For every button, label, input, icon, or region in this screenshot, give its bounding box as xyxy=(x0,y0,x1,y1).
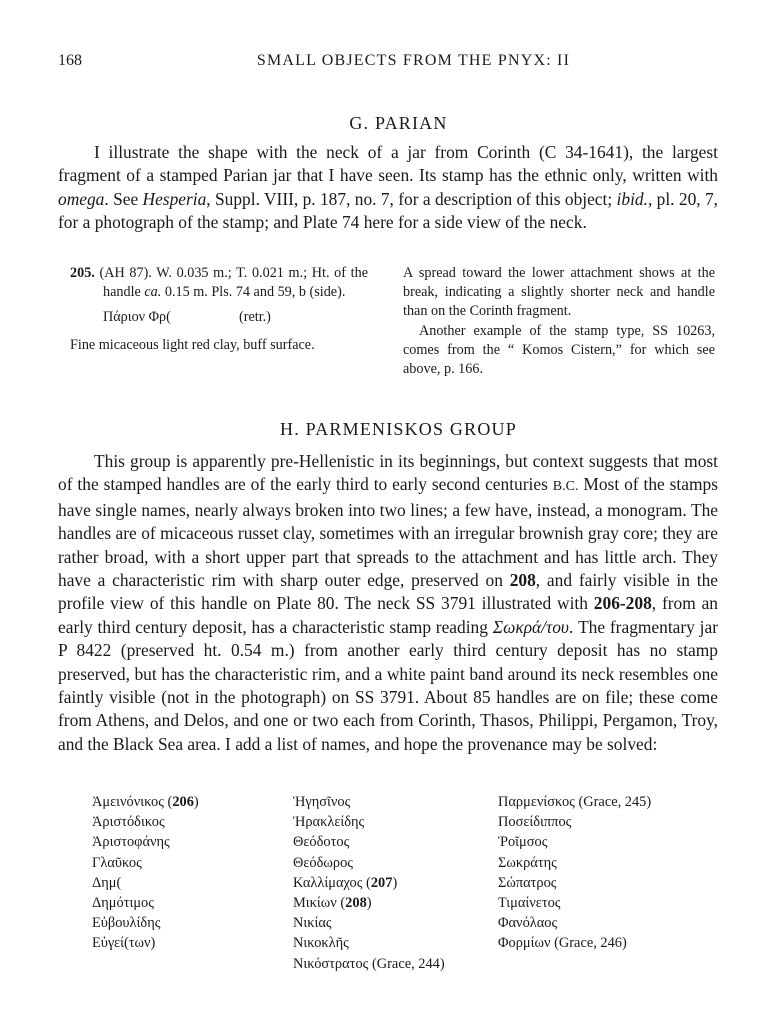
clay-description: Fine micaceous light red clay, buff surface. xyxy=(70,336,315,353)
name-entry: Ῥοῖμσος xyxy=(498,834,548,851)
name-entry: Θεόδοτος xyxy=(293,834,350,851)
name-entry: Γλαῦκος xyxy=(92,854,142,871)
stamp-reading xyxy=(103,308,368,327)
name-entry: Ἡγησῖνος xyxy=(293,794,351,810)
name-entry: Νικοκλῆς xyxy=(293,935,349,952)
name-entry: Εὐβουλίδης xyxy=(92,915,161,932)
name-entry: Ἀμεινόνικος (206) xyxy=(92,794,199,810)
stamp-text: Πάριον Φρ( xyxy=(103,309,171,326)
name-entry: Ἀριστόδικος xyxy=(92,814,165,831)
entry-description: 205. (AH 87). W. 0.035 m.; T. 0.021 m.; Ht. of the handle ca. 0.15 m. Pls. 74 and 59, b (side). xyxy=(70,265,368,301)
name-entry: Νικίας xyxy=(293,915,332,932)
name-entry: Δημ( xyxy=(92,874,122,891)
entry-note-2: Another example of the stamp type, SS 10263, comes from the “ Komos Cistern,” for which see above, p. 166. xyxy=(403,322,715,378)
name-entry: Εὐγεί(των) xyxy=(92,935,156,952)
parian-paragraph: I illustrate the shape with the neck of a jar from Corinth (C 34-1641), the largest fragment of a stamped Parian jar that I have seen. Its stamp has the ethnic only, written with omega. See Hesperia, Suppl. VIII, p. 187, no. 7, for a description of this object; ibid., pl. 20, 7, for a photograph of the stamp; and Plate 74 here for a side view of the neck. xyxy=(58,142,719,233)
page-number: 168 xyxy=(58,52,82,69)
name-entry: Ποσείδιππος xyxy=(498,814,572,831)
name-entry: Ἀριστοφάνης xyxy=(92,834,170,851)
name-entry: Σώπατρος xyxy=(498,874,557,891)
catalogue-entry-205-notes xyxy=(403,264,715,379)
name-entry: Σωκράτης xyxy=(498,854,557,871)
names-column-3 xyxy=(498,792,651,954)
names-column-2 xyxy=(293,792,445,974)
catalogue-entry-205 xyxy=(70,264,368,355)
name-entry: Φανόλαος xyxy=(498,915,558,932)
name-entry: Καλλίμαχος (207) xyxy=(293,874,398,891)
running-title: SMALL OBJECTS FROM THE PNYX: II xyxy=(256,52,571,69)
section-heading-parian: G. PARIAN xyxy=(349,113,448,133)
names-column-1 xyxy=(92,792,199,954)
stamp-note: (retr.) xyxy=(239,309,271,326)
name-entry: Ἡρακλείδης xyxy=(293,814,365,831)
section-heading-parmeniskos: H. PARMENISKOS GROUP xyxy=(280,419,517,439)
name-entry: Παρμενίσκος (Grace, 245) xyxy=(498,794,652,810)
name-entry: Δημότιμος xyxy=(92,895,154,912)
entry-note-1: A spread toward the lower attachment shows at the break, indicating a slightly shorter neck and handle than on the Corinth fragment. xyxy=(403,265,715,320)
name-entry: Θεόδωρος xyxy=(293,854,353,871)
name-entry: Φορμίων (Grace, 246) xyxy=(498,935,627,952)
parmeniskos-paragraph: This group is apparently pre-Hellenistic in its beginnings, but context suggests that most of the stamped handles are of the early third to early second centuries B.C. Most of the stamps have single names, nearly always broken into two lines; a few have, instead, a monogram. The handles are of micaceous russet clay, sometimes with an irregular brownish gray core; they are rather broad, with a short upper part that spreads to the attachment and has little arch. They have a characteristic rim with sharp outer edge, preserved on 208, and fairly visible in the profile view of this handle on Plate 80. The neck SS 3791 illustrated with 206-208, from an early third century deposit, has a characteristic stamp reading Σωκρά/του. The fragmentary jar P 8422 (preserved ht. 0.54 m.) from another early third century deposit has no stamp preserved, but has the characteristic rim, and a white paint band around its neck resembles one faintly visible (not in the photograph) on SS 3791. About 85 handles are on file; these come from Athens, and Delos, and one or two each from Corinth, Thasos, Philippi, Pergamon, Troy, and the Black Sea area. I add a list of names, and hope the provenance may be solved: xyxy=(58,451,719,754)
name-entry: Τιμαίνετος xyxy=(498,895,561,912)
entry-number: 205. xyxy=(70,265,95,281)
name-entry: Νικόστρατος (Grace, 244) xyxy=(293,955,445,972)
name-entry: Μικίων (208) xyxy=(293,895,372,912)
